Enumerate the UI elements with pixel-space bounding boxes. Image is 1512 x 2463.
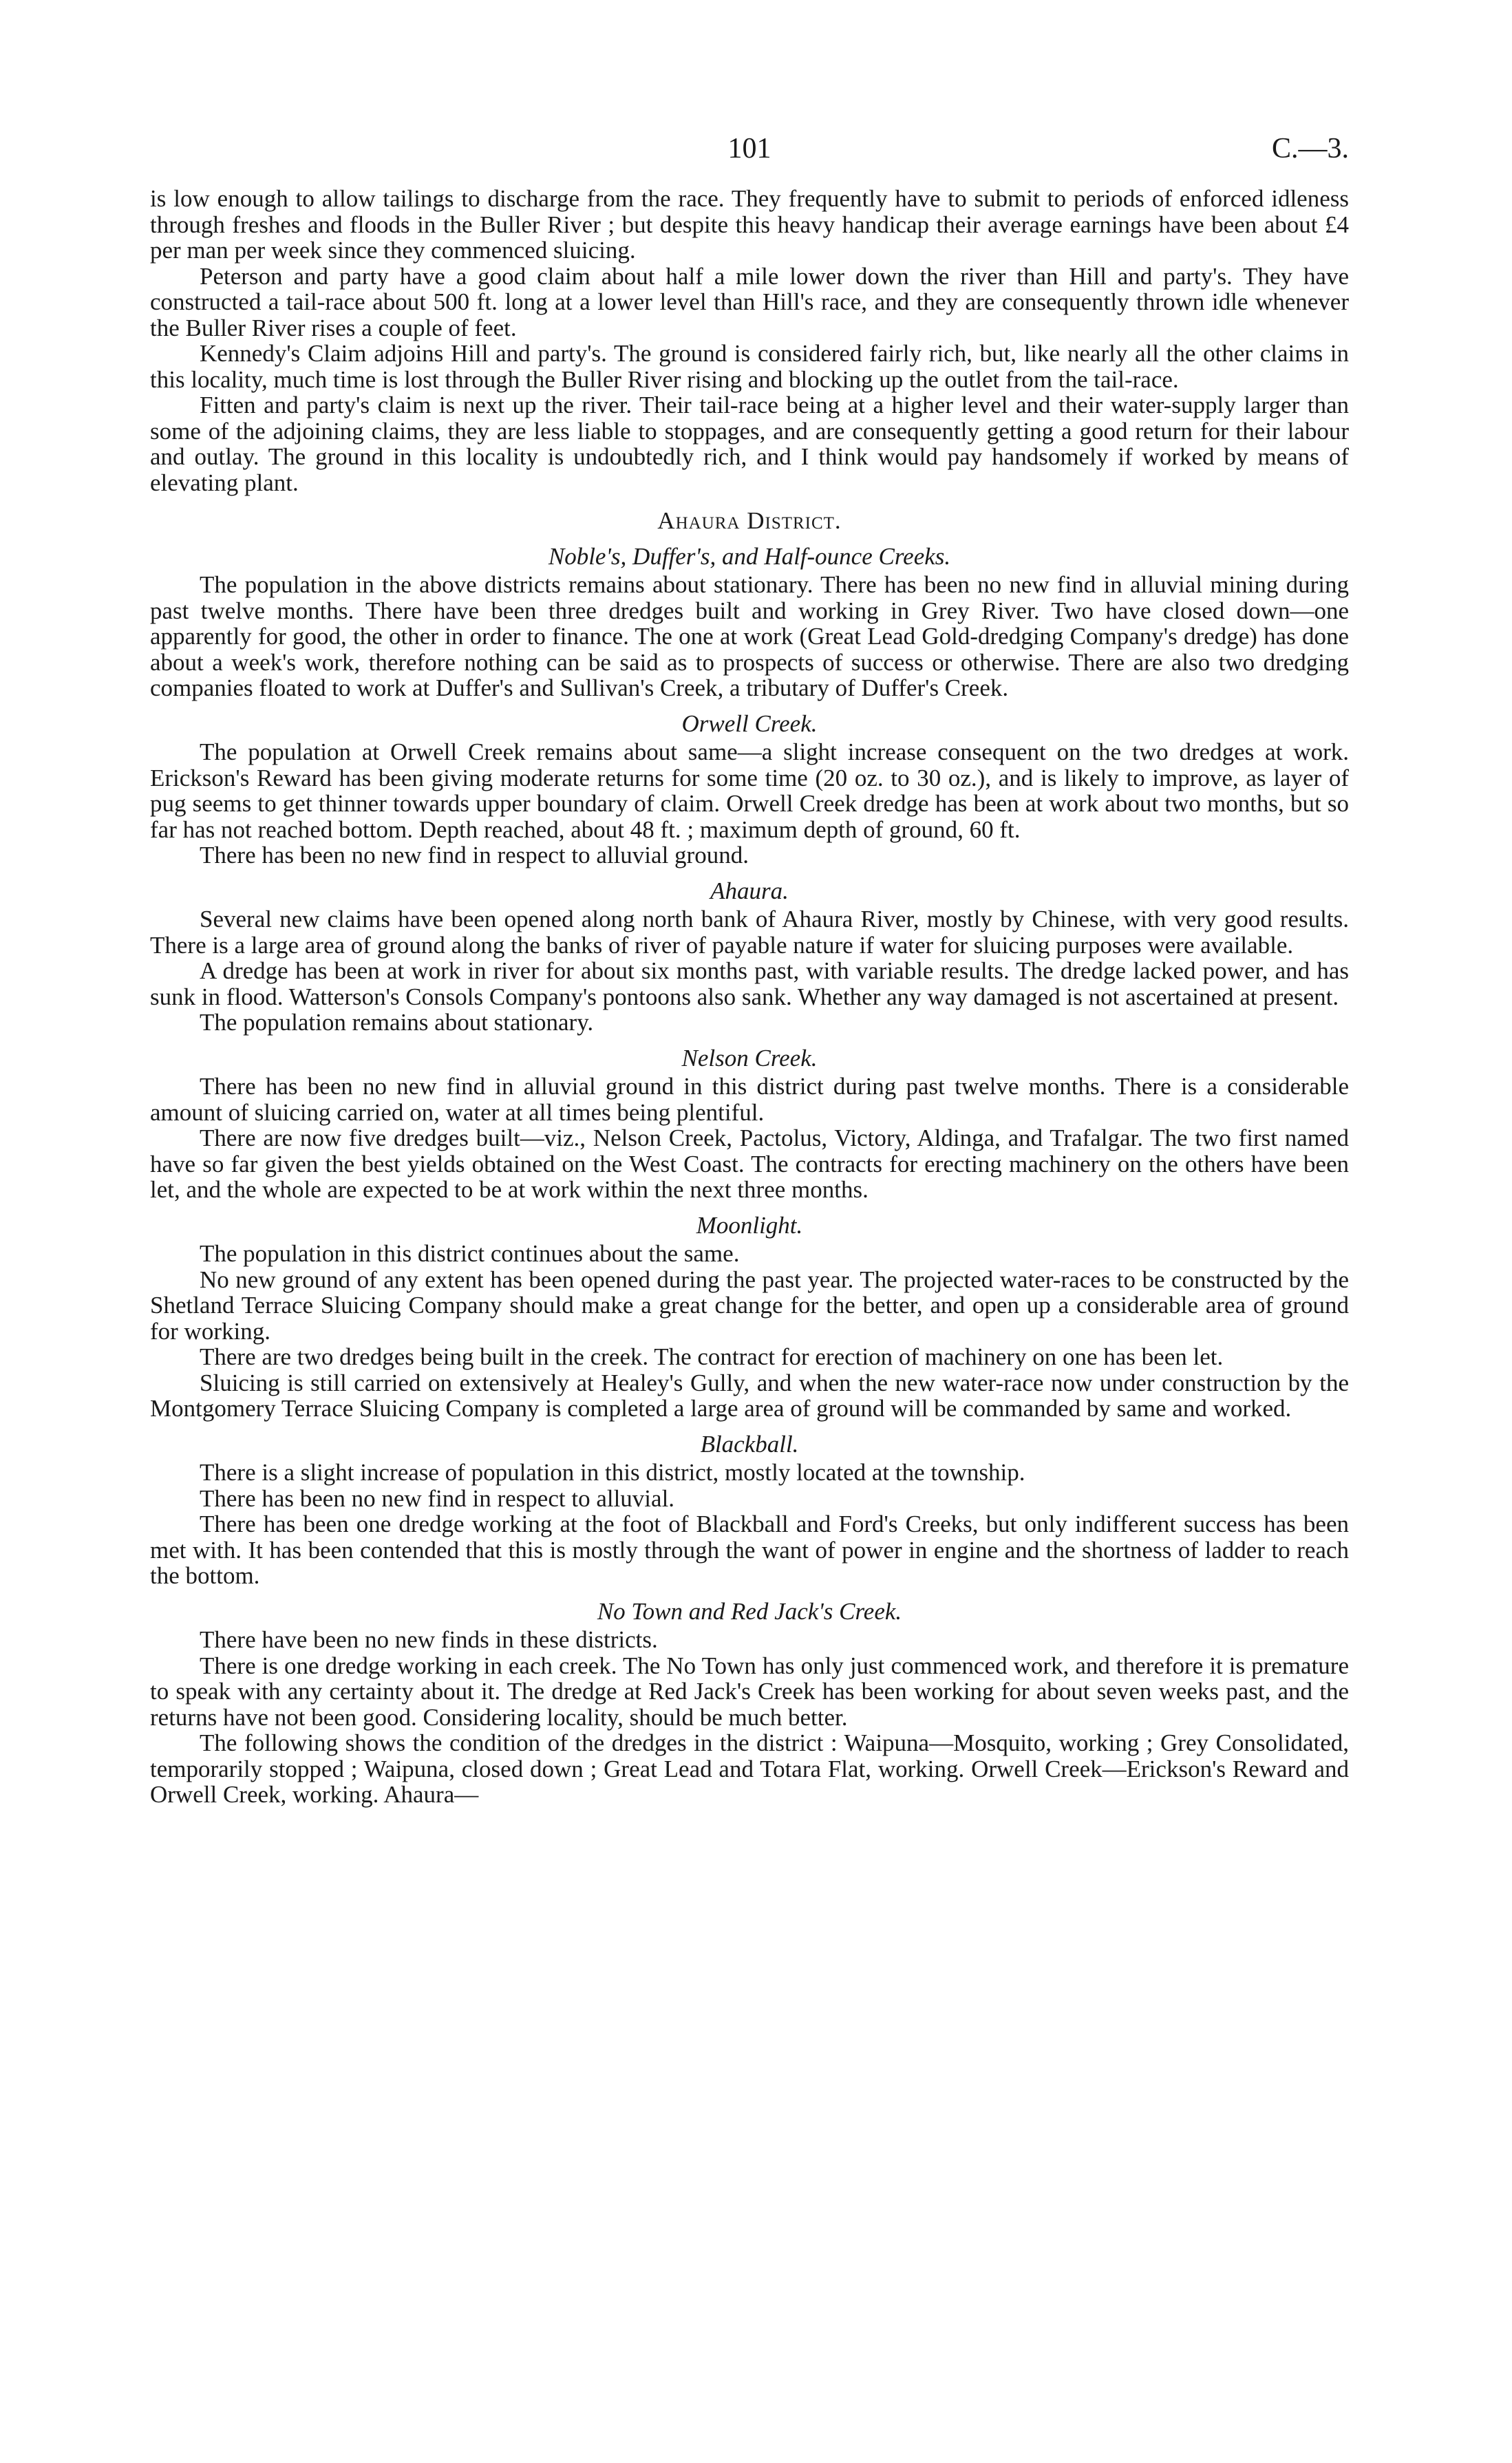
paragraph: There have been no new finds in these districts. [200,1626,658,1653]
paragraph: The population in the above districts remains about stationary. There has been no new find in alluvial mining during past twelve months. There have been three dredges built and working in Grey River. Two have closed down—one apparently for good, the other in order to finance. The one at work (Great Lead Gold-dredging Company's dredge) has done about a week's work, therefore nothing can be said as to prospects of success or otherwise. There are also two dredging companies floated to work at Duffer's and Sullivan's Creek, a tributary of Duffer's Creek. [150,571,1349,701]
paragraph: A dredge has been at work in river for about six months past, with variable results. The dredge lacked power, and has sunk in flood. Watterson's Consols Company's pontoons also sank. Whether any way damaged is not ascertained at present. [150,957,1349,1010]
paragraph: Peterson and party have a good claim about half a mile lower down the river than Hill and party's. They have constructed a tail-race about 500 ft. long at a lower level than Hill's race, and they are consequently thrown idle whenever the Buller River rises a couple of feet. [150,262,1349,341]
section-nobles [150,544,1349,701]
section-heading: No Town and Red Jack's Creek. [597,1597,902,1625]
section-heading: Noble's, Duffer's, and Half-ounce Creeks. [548,542,951,570]
paragraph: The following shows the condition of the dredges in the district : Waipuna—Mosquito, working ; Grey Consolidated, temporarily stopped ; Waipuna, closed down ; Great Lead and Totara Flat, working. Orwell Creek—Erickson's Reward and Orwell Creek, working. Ahaura— [150,1729,1349,1808]
section-blackball [150,1431,1349,1589]
intro-block [150,186,1349,495]
paragraph: Fitten and party's claim is next up the river. Their tail-race being at a higher level and their water-supply larger than some of the adjoining claims, they are less liable to stoppages, and are consequently getting a good return for their labour and outlay. The ground in this locality is undoubtedly rich, and I think would pay handsomely if worked by means of elevating plant. [150,392,1349,496]
page-header [150,124,1349,186]
paragraph: There has been no new find in respect to alluvial ground. [200,842,749,868]
section-heading: Ahaura. [710,877,789,904]
paragraph: There are now five dredges built—viz., Nelson Creek, Pactolus, Victory, Aldinga, and Trafalgar. The two first named have so far given the best yields obtained on the West Coast. The contracts for erecting machinery on the others have been let, and the whole are expected to be at work within the next three months. [150,1124,1349,1203]
document-page [150,124,1349,1808]
paragraph: The population at Orwell Creek remains about same—a slight increase consequent on the two dredges at work. Erickson's Reward has been giving moderate returns for some time (20 oz. to 30 oz.), and is likely to improve, as layer of pug seems to get thinner towards upper boundary of claim. Orwell Creek dredge has been at work about two months, but so far has not reached bottom. Depth reached, about 48 ft. ; maximum depth of ground, 60 ft. [150,738,1349,843]
paragraph: There is one dredge working in each creek. The No Town has only just commenced work, and therefore it is premature to speak with any certainty about it. The dredge at Red Jack's Creek has been working for about seven weeks past, and the returns have not been good. Considering locality, should be much better. [150,1652,1349,1731]
district-heading: Ahaura District. [657,507,842,534]
paragraph: Several new claims have been opened along north bank of Ahaura River, mostly by Chinese, with very good results. There is a large area of ground along the banks of river of payable nature if water for sluicing purposes were available. [150,906,1349,959]
paragraph: The population remains about stationary. [200,1009,594,1036]
document-reference: C.—3. [1271,133,1349,164]
section-moonlight [150,1213,1349,1422]
paragraph: There has been no new find in respect to alluvial. [200,1484,675,1512]
page-number: 101 [727,133,771,164]
paragraph: The population in this district continues about the same. [200,1240,740,1267]
paragraph: There is a slight increase of population in this district, mostly located at the township. [200,1459,1025,1486]
section-heading: Nelson Creek. [681,1044,818,1071]
paragraph: Kennedy's Claim adjoins Hill and party's. The ground is considered fairly rich, but, like nearly all the other claims in this locality, much time is lost through the Buller River rising and blocking up the outlet from the tail-race. [150,340,1349,393]
paragraph: There has been one dredge working at the foot of Blackball and Ford's Creeks, but only indifferent success has been met with. It has been contended that this is mostly through the want of power in engine and the shortness of ladder to reach the bottom. [150,1511,1349,1589]
section-heading: Blackball. [700,1430,799,1458]
section-heading: Moonlight. [696,1211,803,1239]
paragraph: No new ground of any extent has been opened during the past year. The projected water-races to be constructed by the Shetland Terrace Sluicing Company should make a great change for the better, and open up a considerable area of ground for working. [150,1266,1349,1345]
paragraph: Sluicing is still carried on extensively at Healey's Gully, and when the new water-race now under construction by the Montgomery Terrace Sluicing Company is completed a large area of ground will be commanded by same and worked. [150,1369,1349,1422]
paragraph: There has been no new find in alluvial ground in this district during past twelve months. There is a considerable amount of sluicing carried on, water at all times being plentiful. [150,1073,1349,1126]
section-no-town-red-jacks [150,1599,1349,1808]
paragraph: There are two dredges being built in the creek. The contract for erection of machinery on one has been let. [200,1343,1224,1370]
section-ahaura [150,878,1349,1036]
paragraph: is low enough to allow tailings to discharge from the race. They frequently have to submit to periods of enforced idleness through freshes and floods in the Buller River ; but despite this heavy handicap their average earnings have been about £4 per man per week since they commenced sluicing. [150,185,1349,264]
section-heading: Orwell Creek. [681,710,818,737]
section-nelson-creek [150,1045,1349,1203]
section-orwell-creek [150,711,1349,868]
